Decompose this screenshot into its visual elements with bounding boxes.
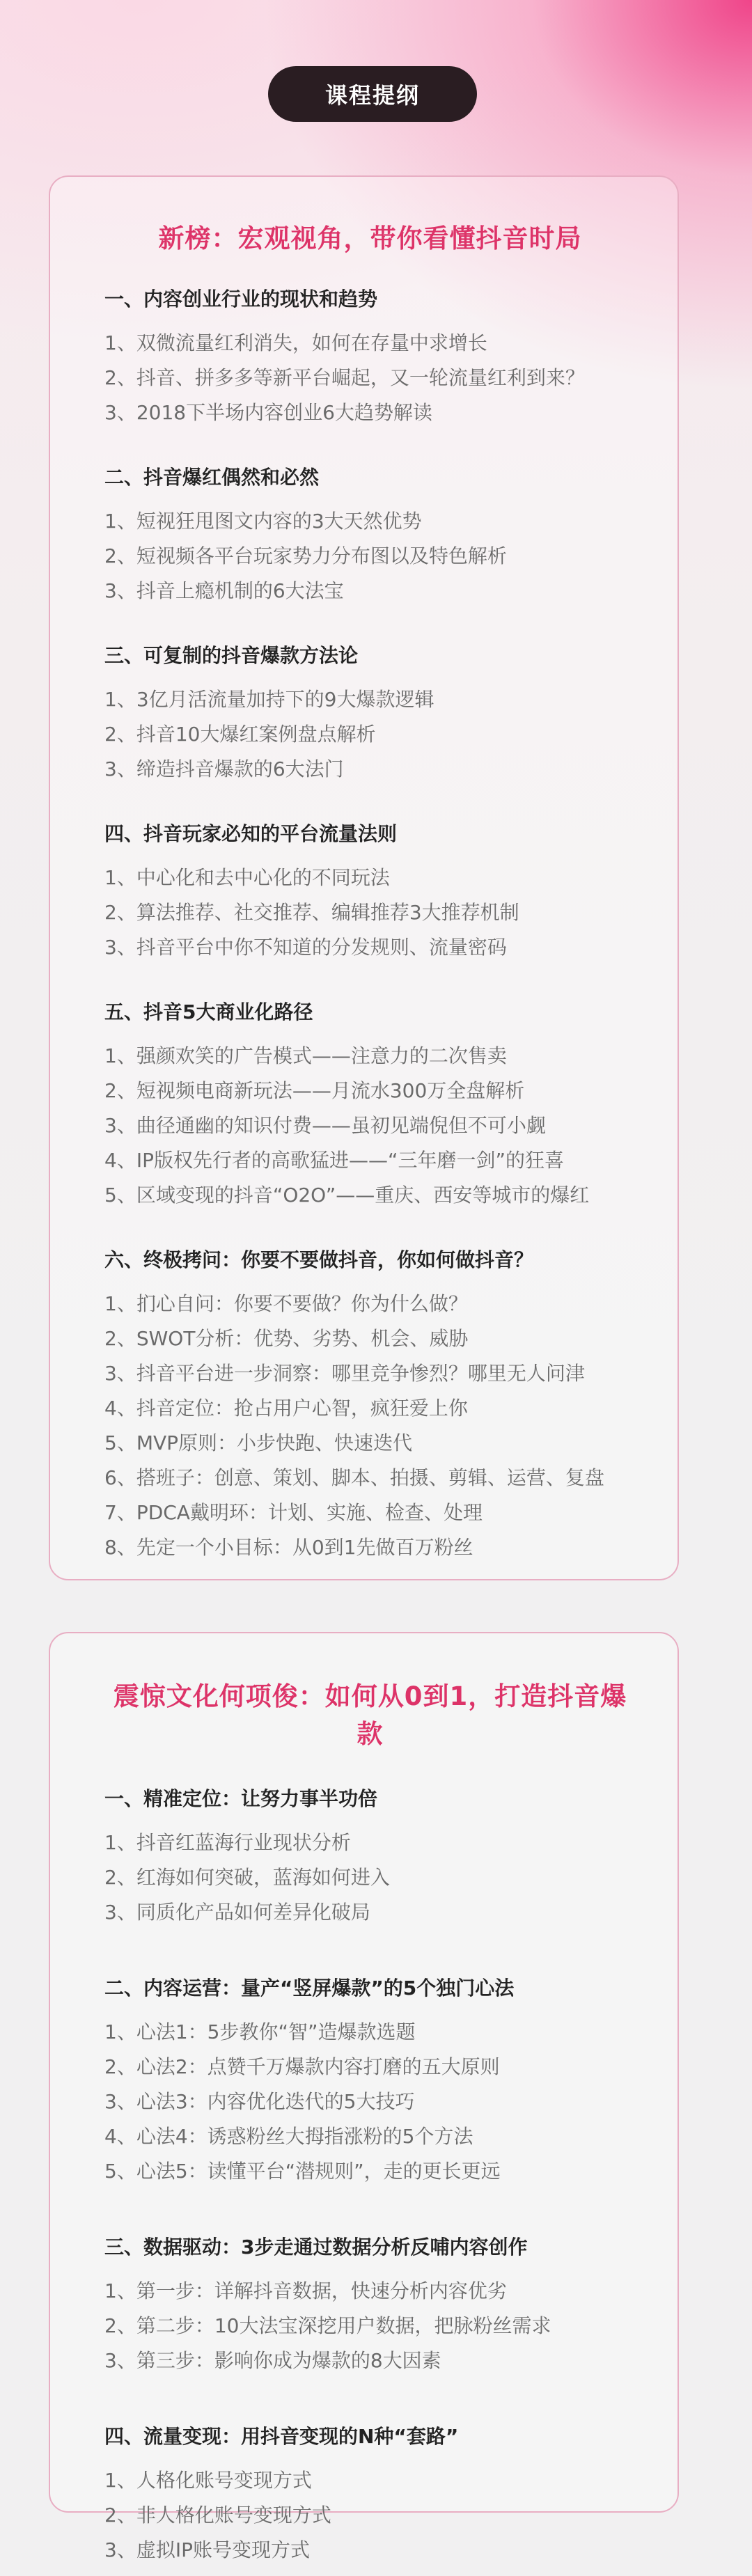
outline-section: [104, 1972, 636, 2189]
outline-item: 1、强颜欢笑的广告模式——注意力的二次售卖: [104, 1044, 507, 1067]
section-heading: 三、可复制的抖音爆款方法论: [104, 644, 359, 667]
section-heading: 二、内容运营：量产“竖屏爆款”的5个独门心法: [104, 1977, 515, 2000]
outline-item: 3、抖音上瘾机制的6大法宝: [104, 579, 344, 602]
outline-item: 3、同质化产品如何差异化破局: [104, 1901, 370, 1924]
section-items: [104, 682, 636, 787]
outline-section: [104, 283, 636, 430]
section-items: [104, 2015, 636, 2189]
outline-item: 1、第一步：详解抖音数据，快速分析内容优劣: [104, 2279, 507, 2302]
outline-item: 1、3亿月活流量加持下的9大爆款逻辑: [104, 688, 434, 711]
outline-item: 6、搭班子：创意、策划、脚本、拍摄、剪辑、运营、复盘: [104, 1466, 604, 1489]
outline-section: [104, 1243, 636, 1565]
outline-item: 3、第三步：影响你成为爆款的8大因素: [104, 2349, 441, 2372]
section-items: [104, 326, 636, 430]
outline-item: 3、心法3：内容优化迭代的5大技巧: [104, 2090, 415, 2113]
outline-item: 3、抖音平台中你不知道的分发规则、流量密码: [104, 936, 507, 959]
outline-item: 3、2018下半场内容创业6大趋势解读: [104, 401, 432, 424]
outline-item: 5、MVP原则：小步快跑、快速迭代: [104, 1431, 413, 1454]
section-items: [104, 504, 636, 608]
section-list: [104, 1782, 636, 2568]
outline-item: 8、先定一个小目标：从0到1先做百万粉丝: [104, 1536, 473, 1559]
section-heading: 六、终极拷问：你要不要做抖音，你如何做抖音？: [104, 1248, 534, 1271]
outline-item: 3、缔造抖音爆款的6大法门: [104, 757, 344, 780]
outline-item: 2、红海如何突破，蓝海如何进入: [104, 1866, 390, 1889]
card-title: 新榜：宏观视角，带你看懂抖音时局: [158, 223, 582, 253]
outline-item: 4、IP版权先行者的高歌猛进——“三年磨一剑”的狂喜: [104, 1149, 564, 1172]
outline-section: [104, 996, 636, 1213]
outline-section: [104, 817, 636, 965]
card-title: 震惊文化何项俊：如何从0到1，打造抖音爆款: [113, 1681, 627, 1749]
outline-item: 1、心法1：5步教你“智”造爆款选题: [104, 2020, 416, 2043]
outline-item: 1、抖音红蓝海行业现状分析: [104, 1831, 351, 1854]
outline-section: [104, 461, 636, 608]
section-items: [104, 2463, 636, 2568]
section-items: [104, 1287, 636, 1565]
outline-card-zhenjing: [49, 1632, 679, 2561]
outline-item: 2、短视频电商新玩法——月流水300万全盘解析: [104, 1079, 525, 1102]
section-heading: 一、内容创业行业的现状和趋势: [104, 288, 378, 311]
section-heading: 一、精准定位：让努力事半功倍: [104, 1787, 378, 1810]
outline-item: 5、心法5：读懂平台“潜规则”，走的更长更远: [104, 2160, 501, 2183]
outline-item: 3、曲径通幽的知识付费——虽初见端倪但不可小觑: [104, 1114, 546, 1137]
outline-section: [104, 639, 636, 787]
section-heading: 三、数据驱动：3步走通过数据分析反哺内容创作: [104, 2236, 528, 2259]
section-heading: 二、抖音爆红偶然和必然: [104, 466, 320, 489]
outline-item: 2、SWOT分析：优势、劣势、机会、威胁: [104, 1327, 469, 1350]
outline-item: 3、抖音平台进一步洞察：哪里竞争惨烈？哪里无人问津: [104, 1362, 585, 1385]
course-outline-label: 课程提纲: [324, 82, 420, 109]
outline-section: [104, 2231, 636, 2378]
course-outline-badge: [268, 66, 477, 122]
outline-item: 2、抖音10大爆红案例盘点解析: [104, 723, 376, 746]
section-items: [104, 1039, 636, 1213]
section-heading: 四、抖音玩家必知的平台流量法则: [104, 822, 398, 845]
outline-item: 4、心法4：诱惑粉丝大拇指涨粉的5个方法: [104, 2125, 473, 2148]
outline-item: 4、抖音定位：抢占用户心智，疯狂爱上你: [104, 1397, 468, 1420]
outline-item: 2、短视频各平台玩家势力分布图以及特色解析: [104, 544, 507, 567]
outline-item: 3、虚拟IP账号变现方式: [104, 2538, 310, 2561]
outline-item: 2、非人格化账号变现方式: [104, 2504, 331, 2527]
outline-section: [104, 2420, 636, 2568]
section-items: [104, 2274, 636, 2378]
section-items: [104, 861, 636, 965]
outline-item: 2、算法推荐、社交推荐、编辑推荐3大推荐机制: [104, 901, 519, 924]
section-heading: 五、抖音5大商业化路径: [104, 1000, 313, 1023]
outline-item: 7、PDCA戴明环：计划、实施、检查、处理: [104, 1501, 483, 1524]
outline-item: 2、第二步：10大法宝深挖用户数据，把脉粉丝需求: [104, 2314, 551, 2337]
section-heading: 四、流量变现：用抖音变现的N种“套路”: [104, 2425, 459, 2448]
outline-item: 5、区域变现的抖音“O2O”——重庆、西安等城市的爆红: [104, 1184, 590, 1207]
outline-item: 1、中心化和去中心化的不同玩法: [104, 866, 390, 889]
outline-card-xinbang: [49, 175, 679, 1580]
section-items: [104, 1825, 636, 1930]
outline-item: 2、心法2：点赞千万爆款内容打磨的五大原则: [104, 2055, 500, 2078]
outline-item: 1、短视狂甩图文内容的3大天然优势: [104, 510, 422, 533]
section-list: [104, 283, 636, 1565]
outline-section: [104, 1782, 636, 1930]
outline-item: 1、扪心自问：你要不要做？你为什么做？: [104, 1292, 468, 1315]
outline-item: 1、人格化账号变现方式: [104, 2469, 312, 2492]
outline-item: 2、抖音、拼多多等新平台崛起，又一轮流量红利到来？: [104, 366, 585, 389]
outline-item: 1、双微流量红利消失，如何在存量中求增长: [104, 331, 487, 354]
